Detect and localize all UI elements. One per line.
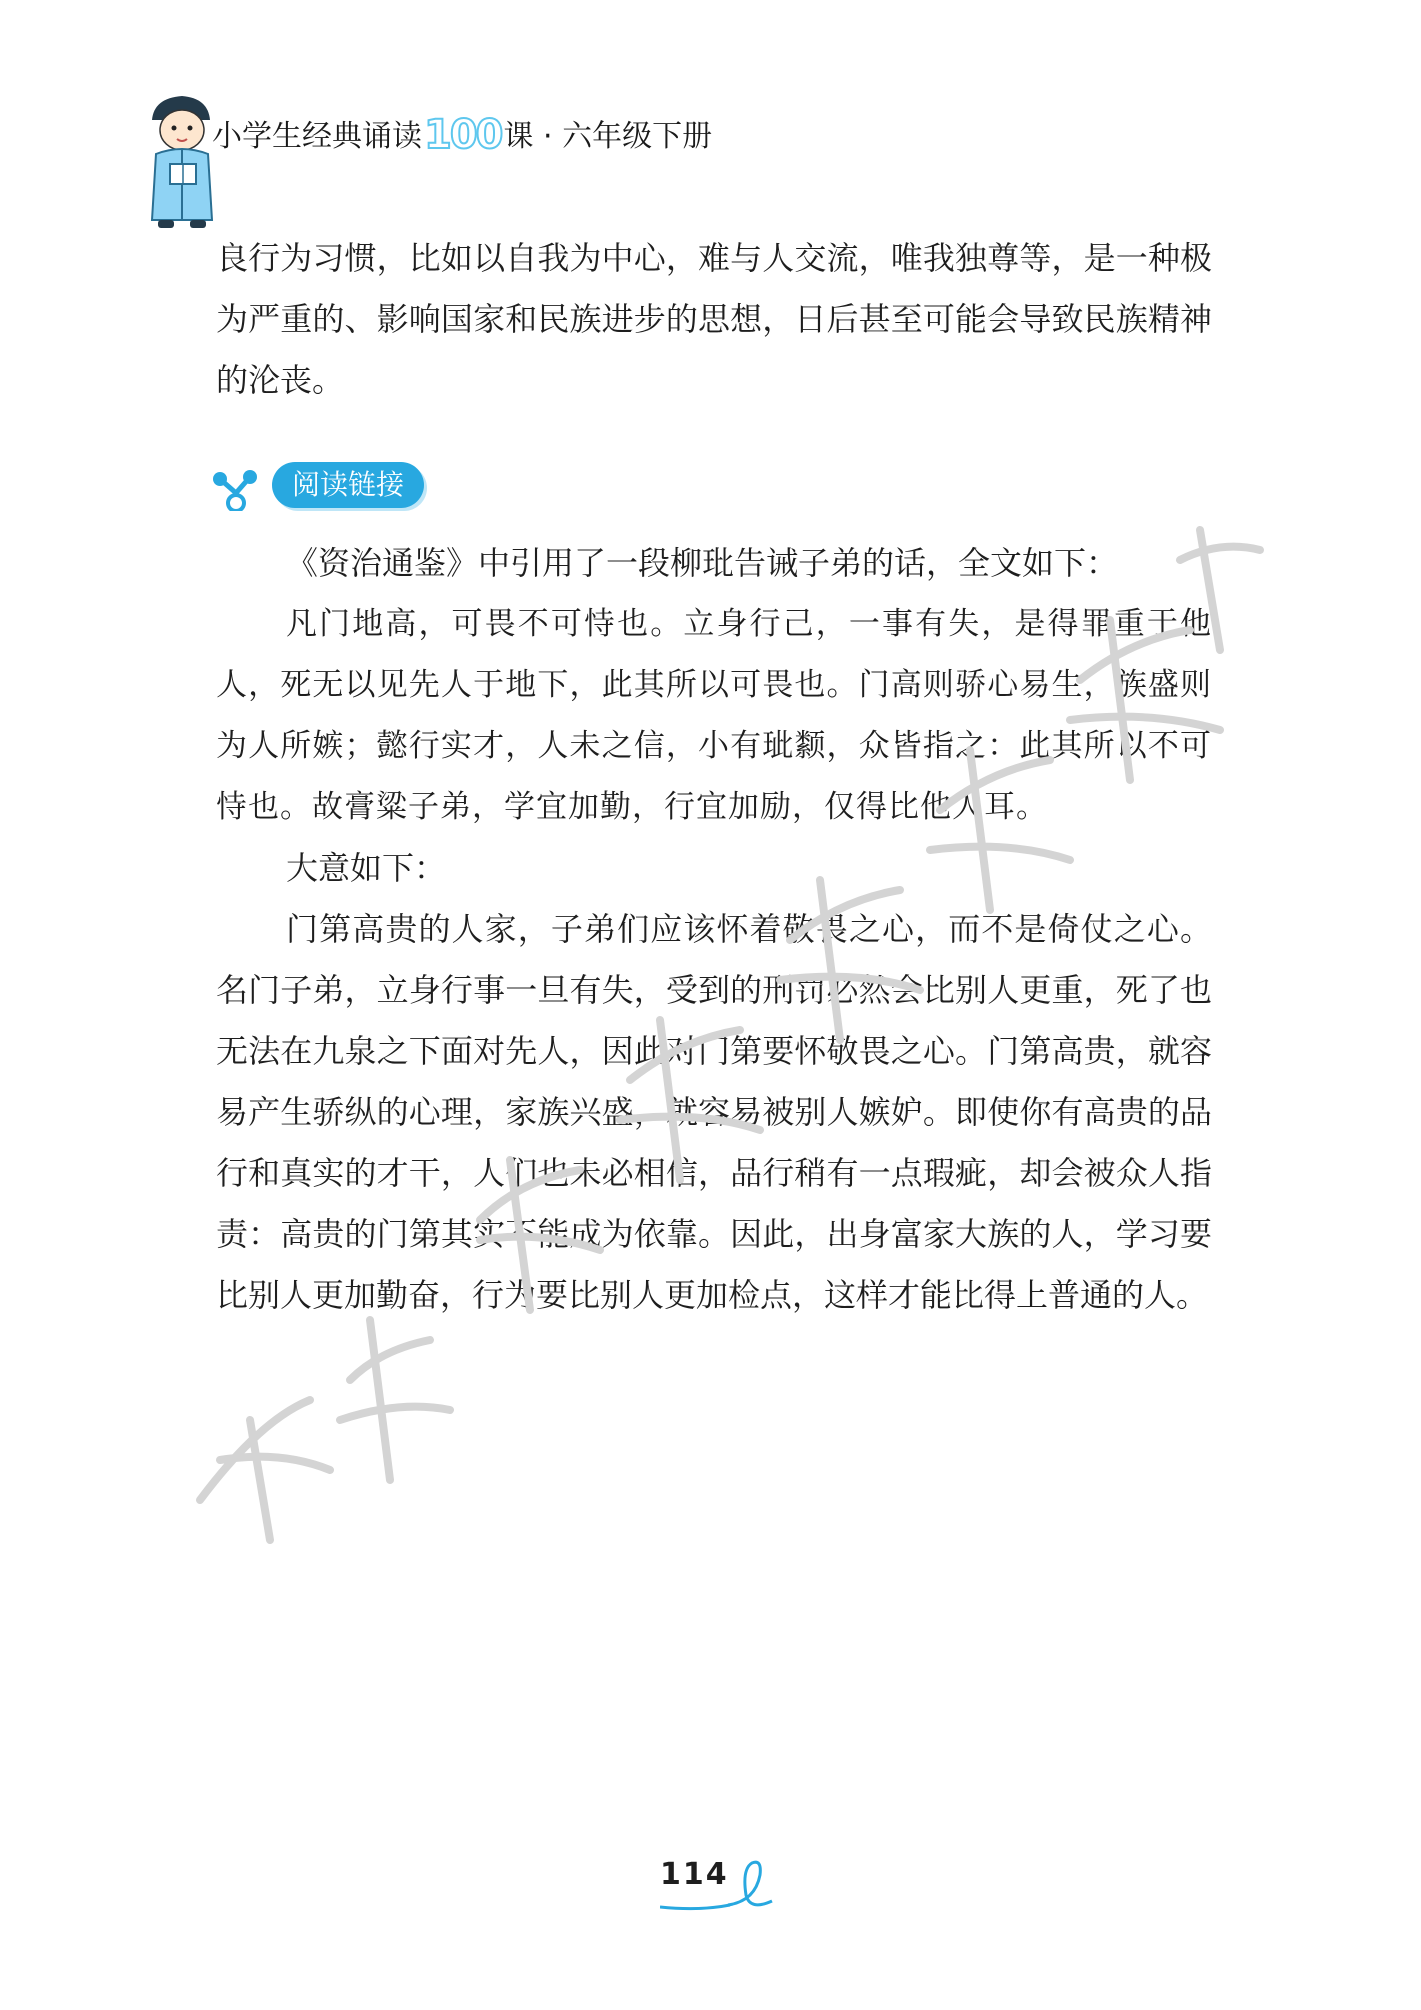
book-title-prefix: 小学生经典诵读 [212, 119, 422, 154]
page-header [142, 92, 842, 232]
book-title-number: 100 [424, 112, 502, 158]
book-title [212, 110, 712, 156]
classical-text: 凡门地高，可畏不可恃也。立身行己，一事有失，是得罪重于他人，死无以见先人于地下，此其所以可畏也。门高则骄心易生，族盛则为人所嫉；懿行实才，人未之信，小有玼颣，众皆指之：此其所以不可恃也。故膏粱子弟，学宜加勤，行宜加励，仅得比他人耳。 [216, 606, 1212, 825]
page-number: 114 [660, 1857, 729, 1892]
scholar-mascot-icon [142, 92, 222, 232]
translation-text: 门第高贵的人家，子弟们应该怀着敬畏之心，而不是倚仗之心。名门子弟，立身行事一旦有失，受到的刑罚必然会比别人更重，死了也无法在九泉之下面对先人，因此对门第要怀敬畏之心。门第高贵，就容易产生骄纵的心理，家族兴盛，就容易被别人嫉妒。即使你有高贵的品行和真实的才干，人们也未必相信，品行稍有一点瑕疵，却会被众人指责：高贵的门第其实不能成为依靠。因此，出身富家大族的人，学习要比别人更加勤奋，行为要比别人更加检点，这样才能比得上普通的人。 [216, 910, 1212, 1314]
summary-label: 大意如下： [286, 849, 447, 887]
intro-block [216, 228, 1212, 411]
page-number-block [660, 1855, 780, 1915]
reading-link-body [216, 533, 1212, 1326]
section-label: 阅读链接 [272, 462, 424, 508]
book-title-suffix: 课 · 六年级下册 [503, 119, 713, 154]
source-intro: 《资治通鉴》中引用了一段柳玭告诫子弟的话，全文如下： [286, 544, 1119, 582]
molecule-icon [210, 467, 260, 511]
intro-paragraph: 良行为习惯，比如以自我为中心，难与人交流，唯我独尊等，是一种极为严重的、影响国家和民族进步的思想，日后甚至可能会导致民族精神的沦丧。 [216, 239, 1212, 399]
